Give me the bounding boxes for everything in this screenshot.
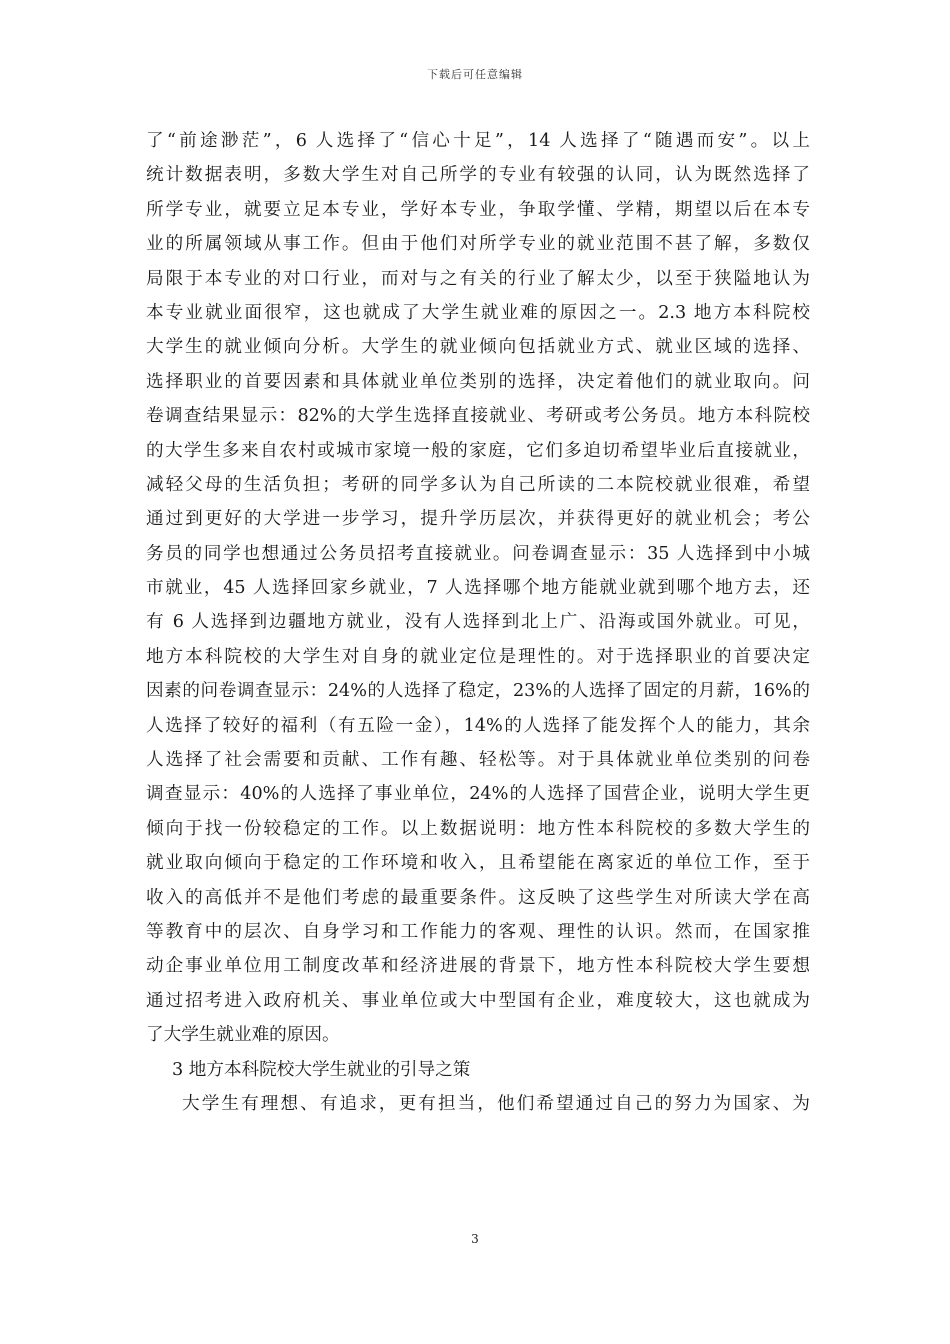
- text-line: 了“前途渺茫”，6 人选择了“信心十足”，14 人选择了“随遇而安”。以上: [146, 131, 810, 151]
- text-line: 本专业就业面很窄，这也就成了大学生就业难的原因之一。2.3 地方本科院校: [146, 302, 810, 323]
- text-line: 收入的高低并不是他们考虑的最重要条件。这反映了这些学生对所读大学在高: [146, 887, 810, 908]
- text-line: 大学生的就业倾向分析。大学生的就业倾向包括就业方式、就业区域的选择、: [146, 337, 810, 358]
- text-line: 调查显示：40%的人选择了事业单位，24%的人选择了国营企业，说明大学生更: [146, 784, 810, 805]
- text-line: 通过到更好的大学进一步学习，提升学历层次，并获得更好的就业机会；考公: [146, 509, 810, 530]
- text-line: 选择职业的首要因素和具体就业单位类别的选择，决定着他们的就业取向。问: [146, 371, 810, 392]
- text-line: 人选择了较好的福利（有五险一金），14%的人选择了能发挥个人的能力，其余: [146, 715, 810, 736]
- page-header: 下载后可任意编辑: [427, 68, 523, 81]
- text-line: 倾向于找一份较稳定的工作。以上数据说明：地方性本科院校的多数大学生的: [146, 818, 810, 839]
- text-line: 减轻父母的生活负担；考研的同学多认为自己所读的二本院校就业很难，希望: [146, 474, 810, 495]
- document-body: [146, 124, 810, 1121]
- text-line: 所学专业，就要立足本专业，学好本专业，争取学懂、学精，期望以后在本专: [146, 199, 810, 220]
- text-line: 人选择了社会需要和贡献、工作有趣、轻松等。对于具体就业单位类别的问卷: [146, 750, 810, 771]
- text-line: 因素的问卷调查显示：24%的人选择了稳定，23%的人选择了固定的月薪，16%的: [146, 681, 810, 702]
- text-line: 务员的同学也想通过公务员招考直接就业。问卷调查显示：35 人选择到中小城: [146, 543, 810, 564]
- text-line: 局限于本专业的对口行业，而对与之有关的行业了解太少，以至于狭隘地认为: [146, 268, 810, 289]
- text-line: 大学生有理想、有追求，更有担当，他们希望通过自己的努力为国家、为: [182, 1093, 810, 1114]
- text-line: 市就业，45 人选择回家乡就业，7 人选择哪个地方能就业就到哪个地方去，还: [146, 578, 810, 599]
- page-number: 3: [471, 1232, 479, 1246]
- text-line: 有 6 人选择到边疆地方就业，没有人选择到北上广、沿海或国外就业。可见，: [146, 612, 810, 633]
- text-line: 统计数据表明，多数大学生对自己所学的专业有较强的认同，认为既然选择了: [146, 165, 810, 186]
- text-line: 的大学生多来自农村或城市家境一般的家庭，它们多迫切希望毕业后直接就业，: [146, 440, 810, 461]
- text-line: 动企事业单位用工制度改革和经济进展的背景下，地方性本科院校大学生要想: [146, 956, 810, 977]
- section-heading: 3 地方本科院校大学生就业的引导之策: [172, 1059, 471, 1080]
- paragraph-2: [146, 1087, 810, 1121]
- paragraph-1: [146, 124, 810, 1053]
- text-line: 等教育中的层次、自身学习和工作能力的客观、理性的认识。然而，在国家推: [146, 921, 810, 942]
- text-line: 通过招考进入政府机关、事业单位或大中型国有企业，难度较大，这也就成为: [146, 990, 810, 1011]
- text-line: 了大学生就业难的原因。: [146, 1025, 340, 1046]
- text-line: 就业取向倾向于稳定的工作环境和收入，且希望能在离家近的单位工作，至于: [146, 853, 810, 874]
- text-line: 业的所属领域从事工作。但由于他们对所学专业的就业范围不甚了解，多数仅: [146, 234, 810, 255]
- text-line: 地方本科院校的大学生对自身的就业定位是理性的。对于选择职业的首要决定: [146, 646, 810, 667]
- text-line: 卷调查结果显示：82%的大学生选择直接就业、考研或考公务员。地方本科院校: [146, 406, 810, 427]
